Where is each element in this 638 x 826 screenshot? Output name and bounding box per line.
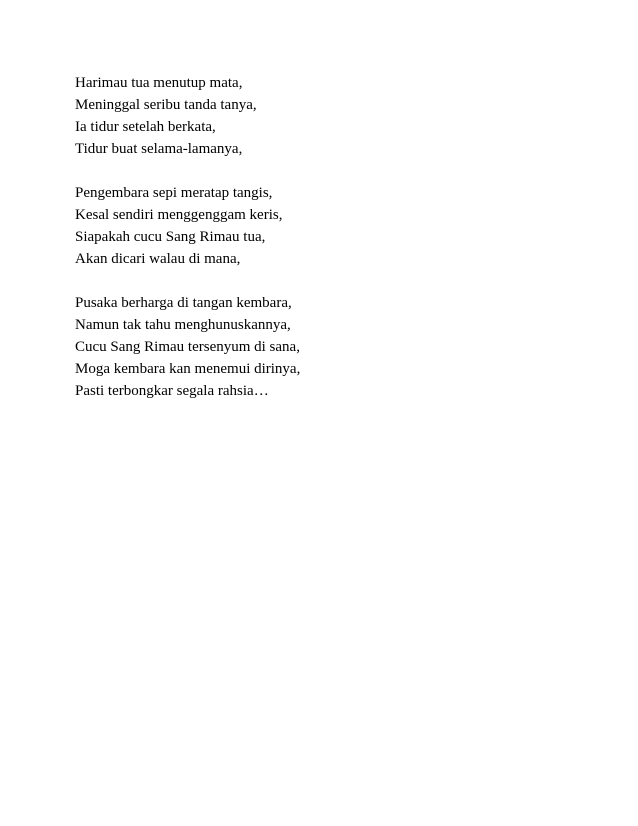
poem-line: Cucu Sang Rimau tersenyum di sana, [75, 339, 300, 355]
poem-line: Pasti terbongkar segala rahsia… [75, 383, 269, 399]
poem-line: Siapakah cucu Sang Rimau tua, [75, 229, 266, 245]
poem-line: Akan dicari walau di mana, [75, 251, 241, 267]
poem-line: Ia tidur setelah berkata, [75, 119, 216, 135]
poem-line: Harimau tua menutup mata, [75, 75, 243, 91]
poem-line: Meninggal seribu tanda tanya, [75, 97, 257, 113]
stanza-3 [75, 292, 595, 402]
poem [75, 72, 595, 424]
stanza-1 [75, 72, 595, 160]
poem-line: Tidur buat selama-lamanya, [75, 141, 243, 157]
poem-line: Pusaka berharga di tangan kembara, [75, 295, 292, 311]
stanza-2 [75, 182, 595, 270]
poem-line: Kesal sendiri menggenggam keris, [75, 207, 283, 223]
poem-line: Namun tak tahu menghunuskannya, [75, 317, 291, 333]
poem-line: Moga kembara kan menemui dirinya, [75, 361, 301, 377]
poem-line: Pengembara sepi meratap tangis, [75, 185, 273, 201]
